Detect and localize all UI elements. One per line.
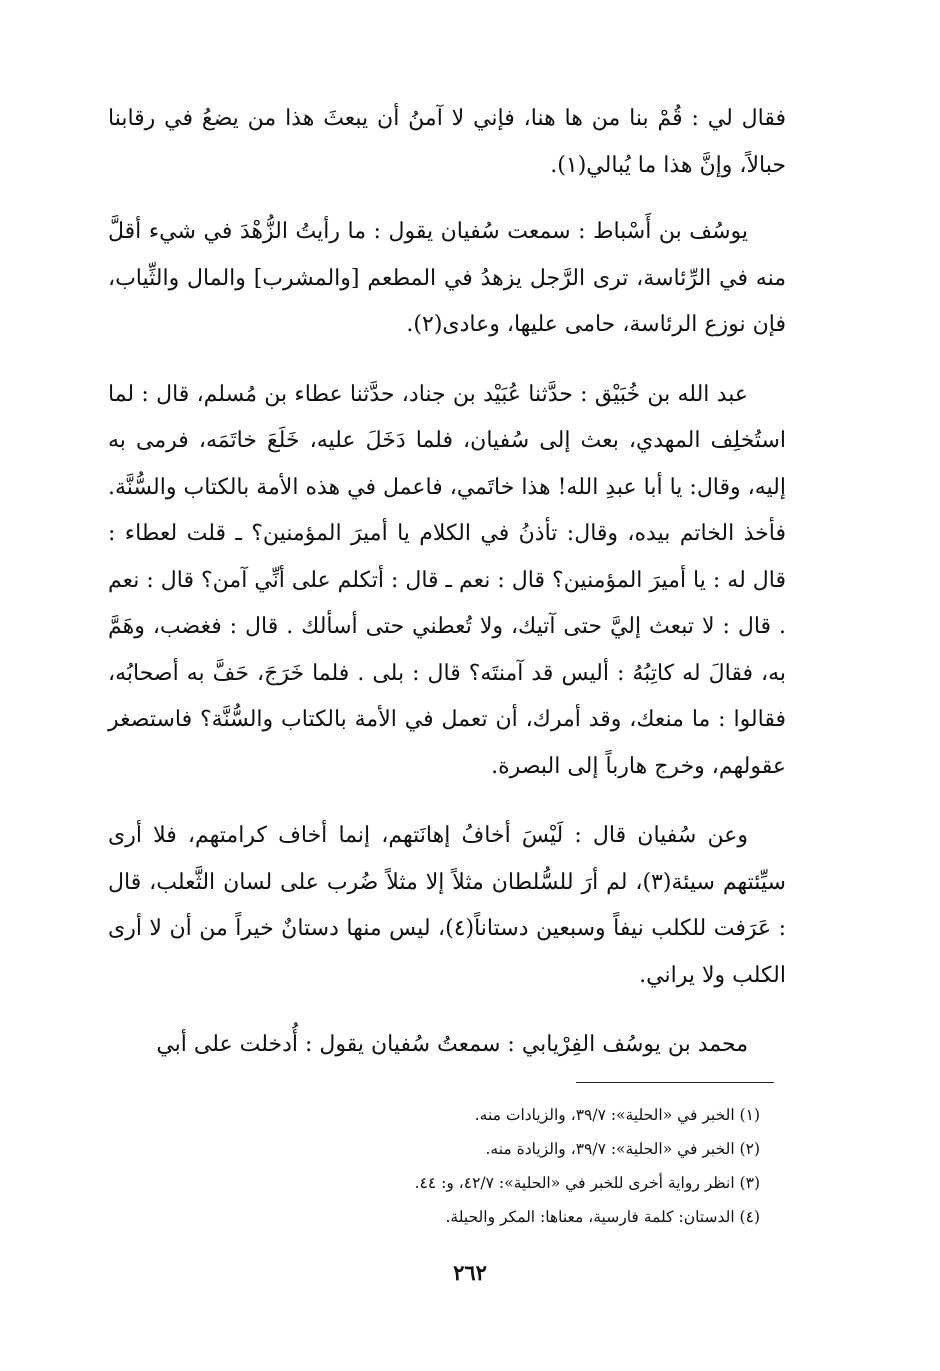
- footnote: (٣) انظر رواية أخرى للخبر في «الحلية»: ٤٢/٧، و: ٤٤.: [414, 1174, 760, 1192]
- footnote: (٤) الدستان: كلمة فارسية، معناها: المكر والحيلة.: [445, 1208, 760, 1226]
- paragraph: فقال لي : قُمْ بنا من ها هنا، فإني لا آمنُ أن يبعثَ هذا من يضعُ في رقابنا حبالاً، وإنَّ هذا ما يُبالي(١).: [108, 106, 786, 178]
- footnote-separator: [576, 1082, 774, 1083]
- paragraph: وعن سُفيان قال : لَيْسَ أخافُ إهانَتهم، إنما أخاف كرامتهم، فلا أرى سيِّئتهم سيئة(٣)، لم أرَ للسُّلطان مثلاً إلا مثلاً ضُرب على لسان الثَّعلب، قال : عَرَفت للكلب نيفاً وسبعين دستاناً(٤)، ليس منها دستانٌ خيراً من أن لا أرى الكلب ولا يراني.: [108, 823, 786, 988]
- page-number: ٢٦٢: [453, 1260, 487, 1285]
- footnote: (٢) الخبر في «الحلية»: ٣٩/٧، والزيادة منه.: [485, 1140, 760, 1158]
- paragraph: محمد بن يوسُف الفِرْيابي : سمعتُ سُفيان يقول : أُدخلت على أبي: [156, 1032, 748, 1057]
- paragraph: عبد الله بن خُبَيْق : حدَّثنا عُبَيْد بن جناد، حدَّثنا عطاء بن مُسلم، قال : لما استُخلِف المهدي، بعث إلى سُفيان، فلما دَخَلَ عليه، خَلَعَ خاتَمَه، فرمى به إليه، وقال: يا أبا عبدِ الله! هذا خاتَمي، فاعمل في هذه الأمة بالكتاب والسُّنَّة. فأخذ الخاتم بيده، وقال: تأذنُ في الكلام يا أميرَ المؤمنين؟ ـ قلت لعطاء : قال له : يا أميرَ المؤمنين؟ قال : نعم ـ قال : أتكلم على أنِّي آمن؟ قال : نعم . قال : لا تبعث إليَّ حتى آتيك، ولا تُعطني حتى أسألك . قال : فغضب، وهَمَّ به، فقالَ له كاتِبُهُ : أليس قد آمنتَه؟ قال : بلى . فلما خَرَجَ، حَفَّ به أصحابُه، فقالوا : ما منعك، وقد أمرك، أن تعمل في الأمة بالكتاب والسُّنَّة؟ فاستصغر عقولهم، وخرج هارباً إلى البصرة.: [108, 381, 787, 779]
- main-text: [108, 96, 786, 1069]
- footnotes: [120, 1098, 760, 1234]
- footnote: (١) الخبر في «الحلية»: ٣٩/٧، والزيادات منه.: [474, 1106, 760, 1124]
- paragraph: يوسُف بن أَسْباط : سمعت سُفيان يقول : ما رأيتُ الزُّهْدَ في شيء أقلَّ منه في الرِّئاسة، ترى الرَّجل يزهدُ في المطعم [والمشرب] والمال والثِّياب، فإن نوزع الرئاسة، حامى عليها، وعادى(٢).: [108, 219, 786, 337]
